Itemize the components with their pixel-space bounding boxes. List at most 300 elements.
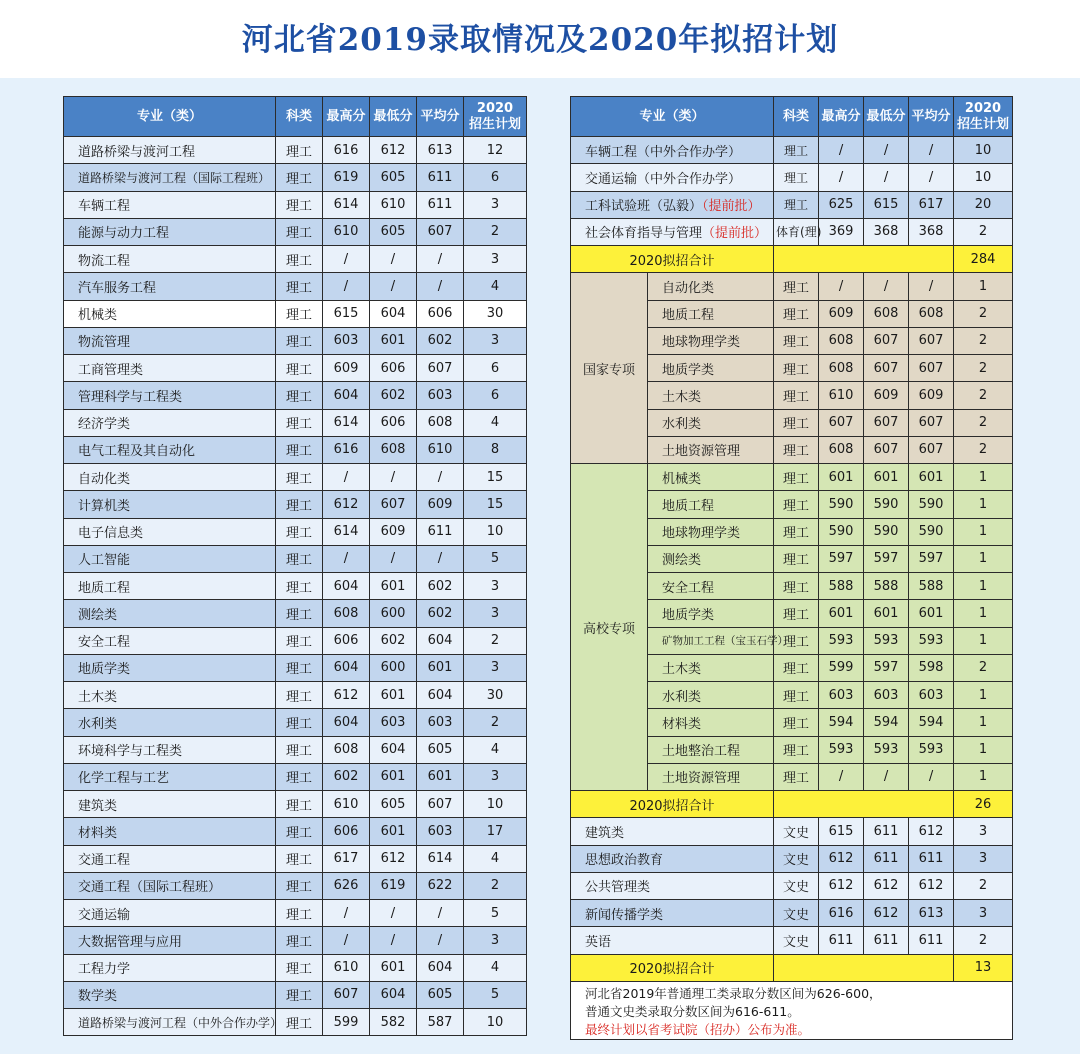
avg-score-cell: 593: [909, 736, 954, 763]
major-cell: 机械类: [648, 464, 774, 491]
plan-cell: 2: [954, 409, 1013, 436]
category-cell: 理工: [774, 654, 819, 681]
col-header-major: 专业（类）: [571, 97, 774, 137]
major-cell: 土地整治工程: [648, 736, 774, 763]
avg-score-cell: 601: [909, 464, 954, 491]
major-cell: 物流工程: [64, 246, 276, 273]
avg-score-cell: 604: [417, 627, 464, 654]
major-cell: 车辆工程: [64, 191, 276, 218]
major-cell: 电气工程及其自动化: [64, 436, 276, 463]
major-cell: 化学工程与工艺: [64, 763, 276, 790]
avg-score-cell: /: [909, 273, 954, 300]
plan-cell: 2: [464, 218, 527, 245]
plan-cell: 10: [464, 791, 527, 818]
min-score-cell: 607: [864, 409, 909, 436]
avg-score-cell: 603: [417, 382, 464, 409]
min-score-cell: 601: [370, 763, 417, 790]
avg-score-cell: 606: [417, 300, 464, 327]
category-cell: 理工: [276, 981, 323, 1008]
avg-score-cell: /: [909, 137, 954, 164]
avg-score-cell: 611: [909, 845, 954, 872]
table-row: [571, 218, 1013, 245]
avg-score-cell: /: [909, 164, 954, 191]
category-cell: 文史: [774, 900, 819, 927]
col-header-min: 最低分: [370, 97, 417, 137]
avg-score-cell: 590: [909, 518, 954, 545]
total-row: [571, 246, 1013, 273]
table-row: [571, 900, 1013, 927]
table-row: [64, 545, 527, 572]
min-score-cell: 600: [370, 654, 417, 681]
max-score-cell: 603: [323, 327, 370, 354]
min-score-cell: 600: [370, 600, 417, 627]
plan-cell: 3: [954, 845, 1013, 872]
major-cell: 安全工程: [648, 573, 774, 600]
plan-cell: 10: [464, 1009, 527, 1036]
major-cell: 计算机类: [64, 491, 276, 518]
major-cell: 环境科学与工程类: [64, 736, 276, 763]
avg-score-cell: 607: [909, 355, 954, 382]
min-score-cell: 606: [370, 355, 417, 382]
min-score-cell: 601: [370, 682, 417, 709]
avg-score-cell: 602: [417, 327, 464, 354]
min-score-cell: 612: [370, 845, 417, 872]
category-cell: 理工: [276, 927, 323, 954]
max-score-cell: 614: [323, 409, 370, 436]
min-score-cell: /: [370, 900, 417, 927]
category-cell: 理工: [276, 218, 323, 245]
max-score-cell: /: [323, 273, 370, 300]
avg-score-cell: 605: [417, 736, 464, 763]
plan-cell: 2: [954, 872, 1013, 899]
major-cell: 土地资源管理: [648, 436, 774, 463]
plan-cell: 4: [464, 954, 527, 981]
min-score-cell: 610: [370, 191, 417, 218]
category-cell: 理工: [774, 518, 819, 545]
table-row: [64, 191, 527, 218]
plan-cell: 6: [464, 382, 527, 409]
plan-cell: 2: [954, 327, 1013, 354]
avg-score-cell: 611: [909, 927, 954, 954]
table-row: [64, 436, 527, 463]
max-score-cell: /: [323, 900, 370, 927]
right-admission-table: [570, 96, 1013, 1040]
min-score-cell: 607: [864, 436, 909, 463]
max-score-cell: 625: [819, 191, 864, 218]
table-row: [64, 300, 527, 327]
min-score-cell: 582: [370, 1009, 417, 1036]
category-cell: 理工: [276, 791, 323, 818]
plan-cell: 6: [464, 355, 527, 382]
col-header-category: 科类: [276, 97, 323, 137]
plan-cell: 2: [464, 872, 527, 899]
max-score-cell: 610: [323, 218, 370, 245]
category-cell: 理工: [276, 954, 323, 981]
major-cell: 安全工程: [64, 627, 276, 654]
avg-score-cell: /: [417, 246, 464, 273]
table-row: [64, 1009, 527, 1036]
avg-score-cell: 601: [417, 654, 464, 681]
plan-cell: 10: [954, 164, 1013, 191]
avg-score-cell: 617: [909, 191, 954, 218]
avg-score-cell: 611: [417, 518, 464, 545]
avg-score-cell: 607: [909, 436, 954, 463]
major-cell: 人工智能: [64, 545, 276, 572]
col-header-category: 科类: [774, 97, 819, 137]
avg-score-cell: 607: [909, 409, 954, 436]
avg-score-cell: 613: [909, 900, 954, 927]
min-score-cell: 601: [370, 573, 417, 600]
major-cell: 地质工程: [64, 573, 276, 600]
max-score-cell: 608: [323, 600, 370, 627]
table-row: [64, 872, 527, 899]
plan-cell: 3: [954, 818, 1013, 845]
max-score-cell: 615: [819, 818, 864, 845]
min-score-cell: 590: [864, 518, 909, 545]
plan-cell: 5: [464, 900, 527, 927]
min-score-cell: 604: [370, 981, 417, 1008]
avg-score-cell: 611: [417, 164, 464, 191]
max-score-cell: 607: [323, 981, 370, 1008]
min-score-cell: 593: [864, 736, 909, 763]
major-cell: 土木类: [648, 382, 774, 409]
max-score-cell: 609: [323, 355, 370, 382]
total-value: 284: [954, 246, 1013, 273]
category-cell: 理工: [276, 573, 323, 600]
major-cell: 地质学类: [648, 600, 774, 627]
max-score-cell: 604: [323, 382, 370, 409]
major-cell: 地球物理学类: [648, 518, 774, 545]
category-cell: 理工: [774, 627, 819, 654]
major-cell: 能源与动力工程: [64, 218, 276, 245]
major-cell: 地质工程: [648, 300, 774, 327]
col-header-max: 最高分: [323, 97, 370, 137]
total-row: [571, 954, 1013, 981]
major-cell: 道路桥梁与渡河工程: [64, 137, 276, 164]
avg-score-cell: /: [417, 273, 464, 300]
category-cell: 理工: [774, 191, 819, 218]
max-score-cell: 604: [323, 654, 370, 681]
category-cell: 理工: [774, 382, 819, 409]
category-cell: 理工: [276, 300, 323, 327]
plan-cell: 3: [464, 600, 527, 627]
min-score-cell: /: [864, 164, 909, 191]
max-score-cell: 599: [819, 654, 864, 681]
max-score-cell: /: [819, 137, 864, 164]
category-cell: 理工: [774, 273, 819, 300]
category-cell: 理工: [276, 654, 323, 681]
avg-score-cell: 607: [417, 218, 464, 245]
plan-cell: 8: [464, 436, 527, 463]
max-score-cell: 603: [819, 682, 864, 709]
max-score-cell: 602: [323, 763, 370, 790]
min-score-cell: /: [370, 545, 417, 572]
max-score-cell: 616: [323, 137, 370, 164]
category-cell: 理工: [774, 164, 819, 191]
major-cell: 自动化类: [648, 273, 774, 300]
max-score-cell: /: [323, 464, 370, 491]
min-score-cell: 608: [370, 436, 417, 463]
avg-score-cell: 611: [417, 191, 464, 218]
major-cell: 测绘类: [64, 600, 276, 627]
max-score-cell: 369: [819, 218, 864, 245]
major-name: 交通运输（中外合作办学）: [585, 171, 742, 187]
avg-score-cell: 601: [417, 763, 464, 790]
category-cell: 理工: [276, 137, 323, 164]
avg-score-cell: 609: [417, 491, 464, 518]
max-score-cell: 617: [323, 845, 370, 872]
early-batch-tag: （提前批）: [702, 226, 768, 242]
avg-score-cell: 593: [909, 627, 954, 654]
table-row: [64, 518, 527, 545]
table-row: [64, 927, 527, 954]
category-cell: 理工: [774, 709, 819, 736]
plan-cell: 2: [954, 300, 1013, 327]
total-value: 26: [954, 791, 1013, 818]
major-cell: 水利类: [648, 409, 774, 436]
plan-cell: 3: [464, 573, 527, 600]
major-cell: 交通运输: [64, 900, 276, 927]
category-cell: 理工: [774, 409, 819, 436]
major-cell: 交通工程（国际工程班）: [64, 872, 276, 899]
min-score-cell: 597: [864, 545, 909, 572]
category-cell: 理工: [276, 1009, 323, 1036]
max-score-cell: 615: [323, 300, 370, 327]
max-score-cell: 616: [819, 900, 864, 927]
max-score-cell: 601: [819, 464, 864, 491]
col-header-major: 专业（类）: [64, 97, 276, 137]
major-name: 工科试验班（弘毅）: [585, 199, 703, 215]
category-cell: 理工: [276, 355, 323, 382]
table-row: [571, 818, 1013, 845]
plan-cell: 15: [464, 491, 527, 518]
min-score-cell: 611: [864, 845, 909, 872]
col-header-avg: 平均分: [417, 97, 464, 137]
max-score-cell: 612: [819, 872, 864, 899]
plan-cell: 3: [464, 763, 527, 790]
category-cell: 理工: [276, 682, 323, 709]
min-score-cell: 605: [370, 218, 417, 245]
avg-score-cell: /: [417, 545, 464, 572]
avg-score-cell: 607: [417, 355, 464, 382]
major-cell: 管理科学与工程类: [64, 382, 276, 409]
category-cell: 理工: [276, 600, 323, 627]
major-cell: [571, 191, 774, 218]
table-row: [64, 845, 527, 872]
max-score-cell: /: [323, 927, 370, 954]
category-cell: 理工: [276, 409, 323, 436]
major-cell: 工程力学: [64, 954, 276, 981]
category-cell: 文史: [774, 818, 819, 845]
category-cell: 理工: [276, 491, 323, 518]
min-score-cell: 594: [864, 709, 909, 736]
max-score-cell: 616: [323, 436, 370, 463]
max-score-cell: 614: [323, 191, 370, 218]
avg-score-cell: 597: [909, 545, 954, 572]
avg-score-cell: /: [417, 900, 464, 927]
max-score-cell: 607: [819, 409, 864, 436]
major-cell: 矿物加工工程（宝玉石学）: [648, 627, 774, 654]
category-cell: 理工: [276, 464, 323, 491]
min-score-cell: 605: [370, 164, 417, 191]
major-cell: 地质工程: [648, 491, 774, 518]
avg-score-cell: 607: [417, 791, 464, 818]
plan-cell: 4: [464, 845, 527, 872]
plan-cell: 2: [464, 709, 527, 736]
max-score-cell: 608: [819, 327, 864, 354]
plan-cell: 6: [464, 164, 527, 191]
table-row: [571, 872, 1013, 899]
note-line: 最终计划以省考试院（招办）公布为准。: [585, 1021, 811, 1037]
col-header-plan-year: 2020: [964, 100, 1002, 116]
col-header-avg: 平均分: [909, 97, 954, 137]
major-cell: 机械类: [64, 300, 276, 327]
category-cell: 理工: [774, 682, 819, 709]
major-cell: 道路桥梁与渡河工程（国际工程班）: [64, 164, 276, 191]
major-cell: 汽车服务工程: [64, 273, 276, 300]
min-score-cell: 601: [864, 464, 909, 491]
table-row: [571, 273, 1013, 300]
category-cell: 理工: [774, 436, 819, 463]
min-score-cell: /: [370, 927, 417, 954]
max-score-cell: 608: [323, 736, 370, 763]
avg-score-cell: 607: [909, 327, 954, 354]
min-score-cell: 612: [370, 137, 417, 164]
min-score-cell: 609: [370, 518, 417, 545]
total-label: 2020拟招合计: [571, 246, 774, 273]
table-row: [64, 818, 527, 845]
avg-score-cell: 608: [417, 409, 464, 436]
major-cell: 思想政治教育: [571, 845, 774, 872]
avg-score-cell: 587: [417, 1009, 464, 1036]
max-score-cell: 599: [323, 1009, 370, 1036]
min-score-cell: 607: [864, 355, 909, 382]
plan-cell: 4: [464, 736, 527, 763]
category-cell: 理工: [774, 573, 819, 600]
avg-score-cell: 602: [417, 573, 464, 600]
major-cell: 数学类: [64, 981, 276, 1008]
plan-cell: 2: [464, 627, 527, 654]
category-cell: 理工: [276, 736, 323, 763]
max-score-cell: 608: [819, 436, 864, 463]
category-cell: 理工: [774, 600, 819, 627]
major-cell: [571, 218, 774, 245]
min-score-cell: 611: [864, 818, 909, 845]
min-score-cell: 606: [370, 409, 417, 436]
max-score-cell: /: [819, 164, 864, 191]
category-cell: 理工: [276, 763, 323, 790]
table-row: [64, 709, 527, 736]
max-score-cell: 611: [819, 927, 864, 954]
category-cell: 理工: [276, 872, 323, 899]
early-batch-tag: （提前批）: [702, 199, 761, 215]
table-row: [64, 791, 527, 818]
max-score-cell: 590: [819, 518, 864, 545]
avg-score-cell: 601: [909, 600, 954, 627]
min-score-cell: 619: [370, 872, 417, 899]
plan-cell: 1: [954, 273, 1013, 300]
plan-cell: 1: [954, 545, 1013, 572]
col-header-min: 最低分: [864, 97, 909, 137]
max-score-cell: 593: [819, 736, 864, 763]
category-cell: 理工: [276, 709, 323, 736]
major-cell: 自动化类: [64, 464, 276, 491]
max-score-cell: /: [323, 545, 370, 572]
total-spacer: [774, 246, 954, 273]
note-line: 普通文史类录取分数区间为616-611。: [585, 1003, 800, 1019]
max-score-cell: 594: [819, 709, 864, 736]
major-cell: 地质学类: [648, 355, 774, 382]
min-score-cell: 601: [370, 954, 417, 981]
plan-cell: 20: [954, 191, 1013, 218]
major-cell: 地球物理学类: [648, 327, 774, 354]
category-cell: 理工: [774, 300, 819, 327]
major-cell: 电子信息类: [64, 518, 276, 545]
avg-score-cell: 588: [909, 573, 954, 600]
major-cell: 水利类: [64, 709, 276, 736]
min-score-cell: 607: [370, 491, 417, 518]
avg-score-cell: /: [417, 927, 464, 954]
plan-cell: 30: [464, 682, 527, 709]
min-score-cell: 590: [864, 491, 909, 518]
col-header-plan: [464, 97, 527, 137]
plan-cell: 15: [464, 464, 527, 491]
plan-cell: 1: [954, 518, 1013, 545]
max-score-cell: 601: [819, 600, 864, 627]
table-header-row: [64, 97, 527, 137]
table-row: [64, 573, 527, 600]
table-row: [64, 682, 527, 709]
plan-cell: 3: [464, 191, 527, 218]
avg-score-cell: 604: [417, 954, 464, 981]
category-cell: 理工: [774, 736, 819, 763]
table-row: [64, 164, 527, 191]
avg-score-cell: 603: [909, 682, 954, 709]
table-header-row: [571, 97, 1013, 137]
max-score-cell: 610: [323, 791, 370, 818]
max-score-cell: 612: [819, 845, 864, 872]
max-score-cell: 626: [323, 872, 370, 899]
category-cell: 理工: [276, 246, 323, 273]
min-score-cell: 601: [864, 600, 909, 627]
category-cell: 理工: [774, 355, 819, 382]
max-score-cell: /: [819, 763, 864, 790]
max-score-cell: 606: [323, 818, 370, 845]
max-score-cell: 590: [819, 491, 864, 518]
col-header-plan-label: 招生计划: [468, 116, 521, 132]
major-cell: 大数据管理与应用: [64, 927, 276, 954]
plan-cell: 5: [464, 545, 527, 572]
table-row: [571, 164, 1013, 191]
table-row: [64, 355, 527, 382]
table-row: [64, 736, 527, 763]
max-score-cell: 614: [323, 518, 370, 545]
category-cell: 理工: [276, 518, 323, 545]
min-score-cell: 605: [370, 791, 417, 818]
max-score-cell: 588: [819, 573, 864, 600]
plan-cell: 1: [954, 682, 1013, 709]
max-score-cell: 597: [819, 545, 864, 572]
table-row: [571, 191, 1013, 218]
min-score-cell: /: [370, 273, 417, 300]
category-cell: 理工: [276, 818, 323, 845]
major-cell: 英语: [571, 927, 774, 954]
category-cell: 理工: [774, 545, 819, 572]
max-score-cell: 608: [819, 355, 864, 382]
plan-cell: 3: [464, 927, 527, 954]
total-label: 2020拟招合计: [571, 954, 774, 981]
avg-score-cell: 603: [417, 818, 464, 845]
